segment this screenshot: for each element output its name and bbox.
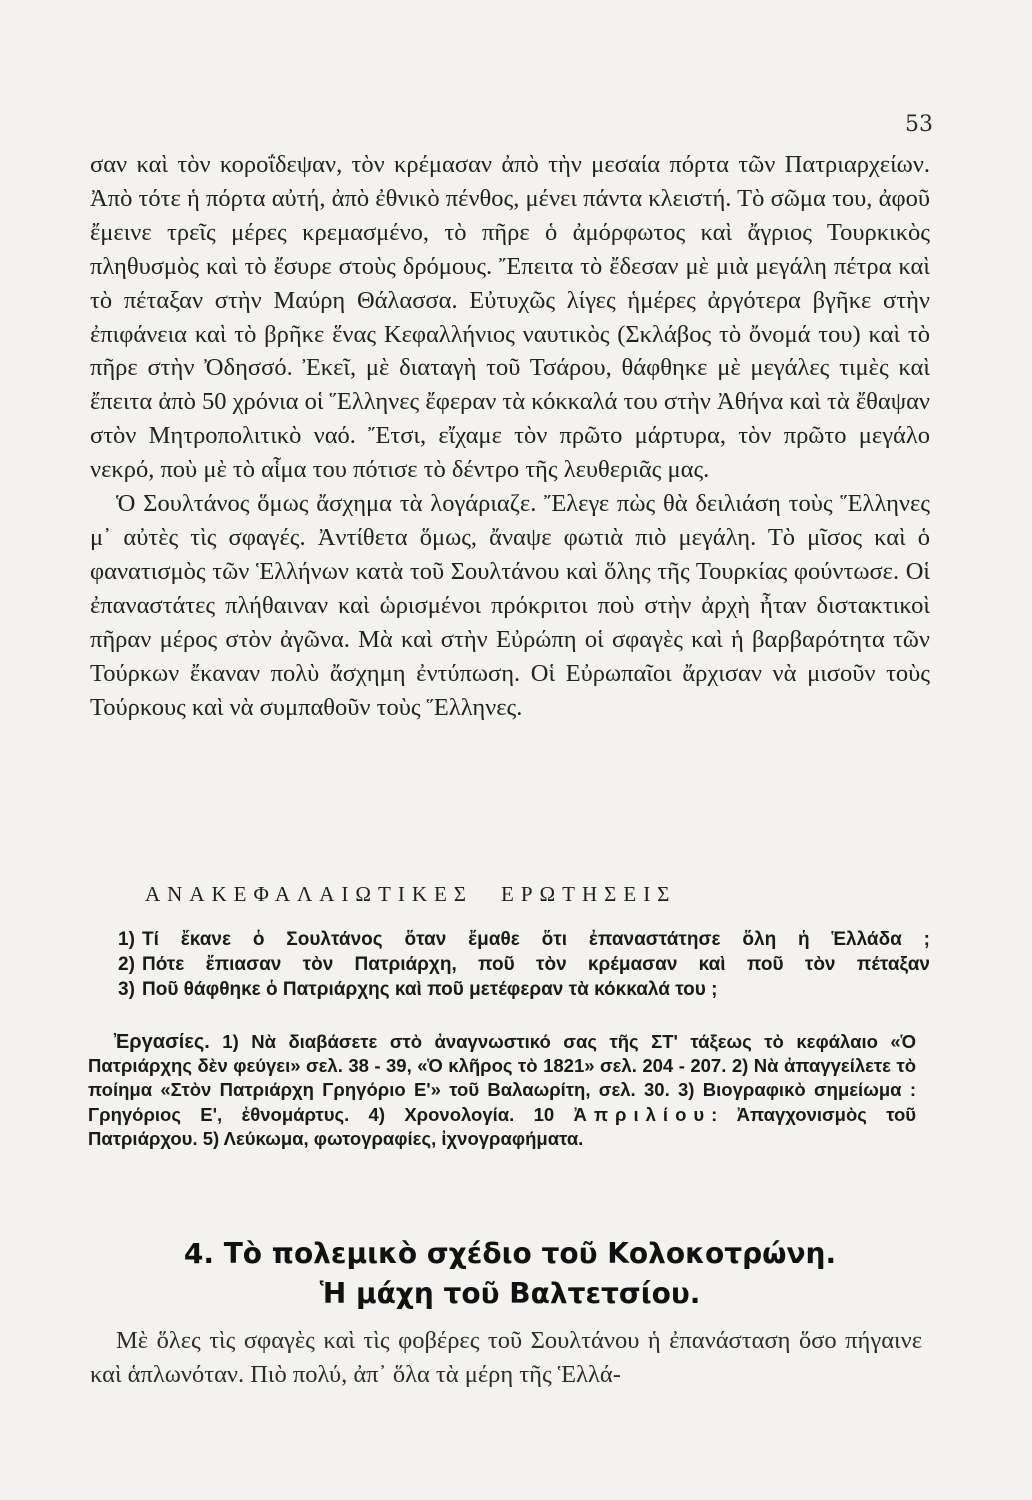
question-item xyxy=(118,927,930,952)
page-number: 53 xyxy=(905,112,933,137)
question-number: 1) xyxy=(118,929,135,950)
question-number: 2) xyxy=(118,954,135,975)
heading-word-2: ΕΡΩΤΗΣΕΙΣ xyxy=(501,882,677,906)
question-item xyxy=(118,977,930,1002)
lesson-intro-paragraph: Μὲ ὅλες τὶς σφαγὲς καὶ τὶς φοβέρες τοῦ Σουλτάνου ἡ ἐπανάσταση ὅσο πήγαινε καὶ ἁπλωνόταν. Πιὸ πολύ, ἀπ᾿ ὅλα τὰ μέρη τῆς Ἑλλά- xyxy=(90,1327,922,1388)
question-text: Τί ἔκανε ὁ Σουλτάνος ὅταν ἔμαθε ὅτι ἐπαναστάτησε ὅλη ἡ Ἑλλάδα ; xyxy=(142,929,930,950)
assignments-lead: Ἐργασίες. xyxy=(114,1031,210,1053)
assignments-part-1: 1) Νὰ διαβάσετε στὸ ἀναγνωστικό σας τῆς ΣΤ' τάξεως τὸ κεφάλαιο «Ὁ Πατριάρχης δὲν φεύγει» σελ. 38 - 39, «Ὁ κλῆρος τὸ 1821» σελ. 204 - 207. 2) Νὰ ἀπαγγείλετε τὸ ποίημα «Στὸν Πατριάρχη Γρηγόριο Ε'» τοῦ Βαλαωρίτη, σελ. 30. 3) Βιογραφικὸ σημείωμα : Γρηγόριος Ε', ἐθνομάρτυς. 4) Χρονολογία. 10 xyxy=(88,1031,916,1125)
question-number: 3) xyxy=(118,979,135,1000)
paragraph-patriarch: σαν καὶ τὸν κοροΐδεψαν, τὸν κρέμασαν ἀπὸ τὴν μεσαία πόρτα τῶν Πατριαρχείων. Ἀπὸ τότε ἡ πόρτα αὐτή, ἀπὸ ἐθνικὸ πένθος, μένει πάντα κλειστή. Τὸ σῶμα του, ἀφοῦ ἔμεινε τρεῖς μέρες κρεμασμένο, τὸ πῆρε ὁ ἀμόρφωτος καὶ ἄγριος Τουρκικὸς πληθυσμὸς καὶ τὸ ἔσυρε στοὺς δρόμους. Ἔπειτα τὸ ἔδεσαν μὲ μιὰ μεγάλη πέτρα καὶ τὸ πέταξαν στὴν Μαύρη Θάλασσα. Εὐτυχῶς λίγες ἡμέρες ἀργότερα βγῆκε στὴν ἐπιφάνεια καὶ τὸ βρῆκε ἕνας Κεφαλλήνιος ναυτικὸς (Σκλάβος τὸ ὄνομά του) καὶ τὸ πῆρε στὴν Ὀδησσό. Ἐκεῖ, μὲ διαταγὴ τοῦ Τσάρου, θάφθηκε μὲ μεγάλες τιμὲς καὶ ἔπειτα ἀπὸ 50 χρόνια οἱ Ἕλληνες ἔφεραν τὰ κόκκαλά του στὴν Ἀθήνα καὶ τὰ ἔθαψαν στὸν Μητροπολιτικὸ ναό. Ἔτσι, εἴχαμε τὸν πρῶτο μάρτυρα, τὸν πρῶτο μεγάλο νεκρό, ποὺ μὲ τὸ αἷμα του πότισε τὸ δέντρο τῆς λευθεριᾶς μας. xyxy=(90,151,930,484)
question-text: Ποῦ θάφθηκε ὁ Πατριάρχης καὶ ποῦ μετέφεραν τὰ κόκκαλά του ; xyxy=(142,979,718,1000)
review-questions-heading xyxy=(145,882,915,907)
lesson-title xyxy=(90,1234,930,1314)
lesson-title-line-2: Ἡ μάχη τοῦ Βαλτετσίου. xyxy=(319,1277,701,1310)
question-item xyxy=(118,952,930,977)
heading-word-1: ΑΝΑΚΕΦΑΛΑΙΩΤΙΚΕΣ xyxy=(145,882,474,906)
assignments-date-word: Ἀπριλίου xyxy=(573,1103,712,1125)
question-text: Πότε ἔπιασαν τὸν Πατριάρχη, ποῦ τὸν κρέμασαν καὶ ποῦ τὸν πέταξαν xyxy=(142,954,930,975)
paragraph-sultan: Ὁ Σουλτάνος ὅμως ἄσχημα τὰ λογάριαζε. Ἔλεγε πὼς θὰ δειλιάση τοὺς Ἕλληνες μ᾿ αὐτὲς τὶς σφαγές. Ἀντίθετα ὅμως, ἄναψε φωτιὰ πιὸ μεγάλη. Τὸ μῖσος καὶ ὁ φανατισμὸς τῶν Ἑλλήνων κατὰ τοῦ Σουλτάνου καὶ ὅλης τῆς Τουρκίας φούντωσε. Οἱ ἐπαναστάτες πλήθαιναν καὶ ὡρισμένοι πρόκριτοι ποὺ στὴν ἀρχὴ ἦταν διστακτικοὶ πῆραν μέρος στὸν ἀγῶνα. Μὰ καὶ στὴν Εὐρώπη οἱ σφαγὲς καὶ ἡ βαρβαρότητα τῶν Τούρκων ἔκαναν πολὺ ἄσχημη ἐντύπωση. Οἱ Εὐρωπαῖοι ἄρχισαν νὰ μισοῦν τοὺς Τούρκους καὶ νὰ συμπαθοῦν τοὺς Ἕλληνες. xyxy=(90,490,930,721)
assignments-part-2: : Ἀπαγχονισμὸς τοῦ Πατριάρχου. 5) Λεύκωμα, φωτογραφίες, ἰχνογραφήματα. xyxy=(88,1103,917,1149)
assignments-block xyxy=(88,1030,916,1151)
body-text xyxy=(90,148,930,724)
lesson-title-line-1: 4. Τὸ πολεμικὸ σχέδιο τοῦ Κολοκοτρώνη. xyxy=(183,1237,837,1270)
review-questions-list xyxy=(118,927,930,1002)
